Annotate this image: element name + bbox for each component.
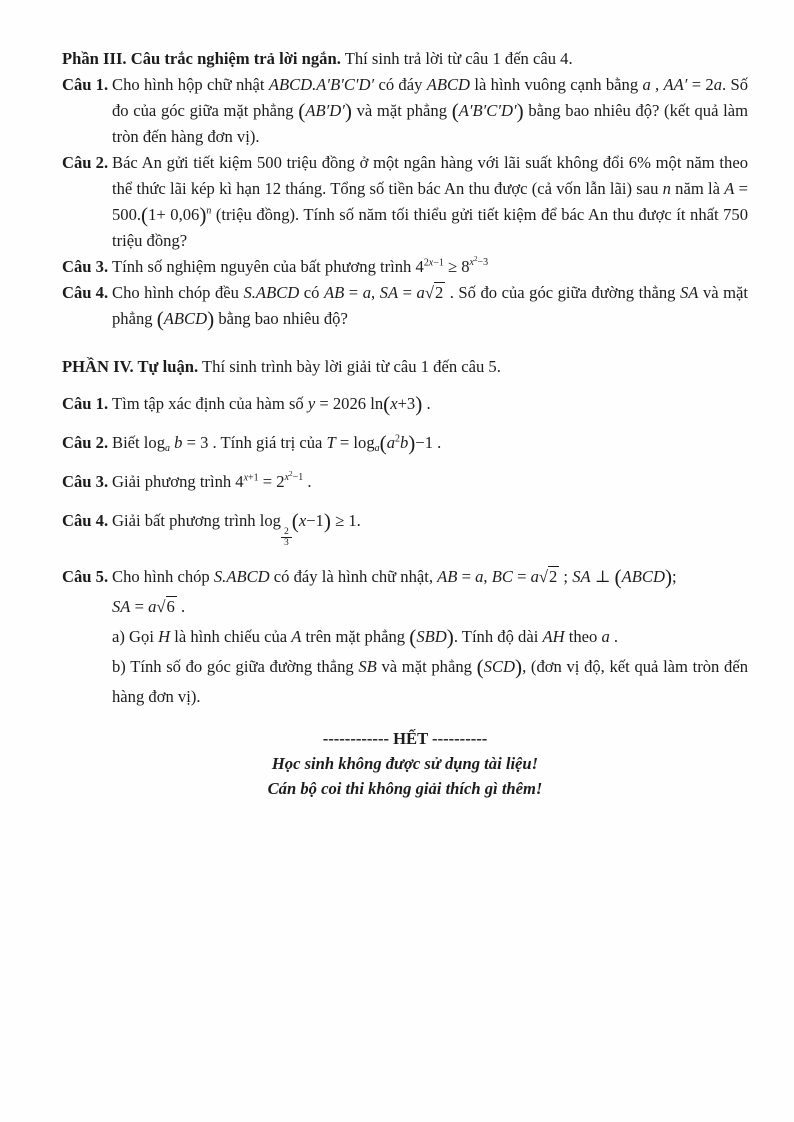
part4-heading-instruction: Thí sinh trình bày lời giải từ câu 1 đến câu 5. [198,357,501,376]
math-run: b [399,433,409,452]
text-run: . Tính độ dài [453,627,543,647]
question-label: Câu 2. [62,433,109,452]
math-run: BC [491,567,513,587]
text-run: bằng bao nhiêu độ? [214,309,348,328]
question-text [112,153,748,250]
question-label: Câu 4. [62,283,109,302]
part4-question-1 [62,389,748,419]
text-run: = 3 . Tính giá trị của [182,433,327,452]
paren-glyph: ) [516,98,524,123]
paren-glyph: ( [383,391,391,416]
text-run: 2 [473,255,478,264]
question-part-b [112,652,748,712]
math-run: SBD [416,627,447,647]
text-run: a) Gọi [112,627,159,647]
fraction-denominator: 3 [281,537,292,548]
text-run: ≥ 1. [330,511,361,530]
text-run: 2 [423,257,429,269]
superscript [424,257,444,268]
math-run: a [374,442,380,454]
part4-question-2 [62,428,748,458]
text-run: . [422,394,431,413]
math-run: x [428,257,434,269]
question-label: Câu 5. [62,567,109,587]
part3-section [62,46,748,332]
text-run: Biết log [112,433,166,452]
math-run: y [307,394,316,413]
paren-glyph: ) [199,202,207,227]
text-run: = [130,597,149,617]
question-label: Câu 4. [62,511,109,530]
math-run: a [148,597,157,617]
text-run: Bác An gửi tiết kiệm 500 triệu đồng ở một ngân hàng với lãi suất không đổi 6% một năm theo thể thức lãi kép kì hạn 12 tháng. Tổng số tiền bác An thu được (cả vốn lẫn lãi) sau [112,153,748,198]
part4-question-5 [62,562,748,712]
math-run: SA [112,597,131,617]
paren-glyph: ) [664,565,673,590]
paren-glyph: ) [207,306,215,331]
question-text [112,257,488,276]
math-run: a [530,567,539,587]
text-run: có đáy là hình chữ nhật, [269,567,438,587]
paren-glyph: ( [141,202,149,227]
math-run: S.ABCD [243,283,300,302]
radical-sign: √ [538,567,548,587]
paren-glyph: ( [451,98,459,123]
text-run: b) Tính số đo góc giữa đường thẳng [112,657,359,677]
sqrt-expression [425,282,445,302]
math-run: a [601,627,610,647]
math-run: SB [358,657,377,677]
math-run: a [165,442,170,454]
text-run: , (đơn vị độ, kết quả làm tròn đến hàng đơn vị). [112,657,748,707]
math-run: A [291,627,302,647]
text-run: ; [672,567,677,587]
text-run: = 500. [112,179,748,224]
part3-heading-title: Phần III. Câu trắc nghiệm trả lời ngắn. [62,49,341,68]
text-run: . [176,597,186,617]
text-run: = [512,567,531,587]
text-run: 2 [394,433,400,445]
text-run: +1 [248,472,259,484]
question-part-a [112,622,748,652]
text-run: . [609,627,619,647]
part4-heading [62,354,748,380]
question-text [112,562,748,592]
question-text [112,430,442,455]
part3-question-3 [62,254,748,280]
footer [62,726,748,801]
part3-question-1 [62,72,748,150]
question-label: Câu 3. [62,257,109,276]
text-run: Cho hình hộp chữ nhật [112,75,269,94]
math-run: AH [542,627,565,647]
math-run: a [416,283,425,302]
question-label: Câu 3. [62,472,109,491]
math-run: SA [572,567,591,587]
text-run: năm là [670,179,725,198]
math-run: AA′ [663,75,688,94]
paren-glyph: ( [298,98,306,123]
math-run: H [158,627,171,647]
part4-heading-title: PHẦN IV. Tự luận. [62,357,199,376]
paren-glyph: ( [291,508,299,533]
math-run: a [475,567,484,587]
text-run: là hình vuông cạnh bằng [470,75,643,94]
paren-glyph: ) [323,508,331,533]
text-run: −1 [306,511,324,530]
math-run: SA [680,283,699,302]
text-run: 2 [289,470,293,479]
part3-heading-instruction: Thí sinh trả lời từ câu 1 đến câu 4. [340,49,573,68]
paren-glyph: ) [515,655,523,680]
part3-question-4 [62,280,748,332]
math-run: b [170,433,183,452]
text-run: −1 . [415,433,442,452]
text-run: Giải phương trình 4 [112,472,244,491]
math-run: x [298,511,307,530]
text-run: , [483,567,492,587]
math-run: a [642,75,651,94]
math-run: n [662,179,671,198]
text-run: = 2 [687,75,714,94]
text-run: . Số đo của góc giữa mặt phẳng [112,75,748,120]
question-label: Câu 1. [62,394,109,413]
sqrt-expression [539,566,559,586]
fraction-numerator: 2 [283,526,289,538]
text-run: và mặt phẳng [351,101,452,120]
question-text [112,283,749,331]
paren-glyph: ) [344,98,352,123]
text-run: ⊥ [590,567,615,587]
part4-question-3 [62,467,748,497]
question-text [112,391,431,416]
question-label: Câu 2. [62,153,109,172]
text-run: = log [335,433,375,452]
math-run: SA [379,283,399,302]
superscript [470,257,489,268]
text-run: −3 [477,257,489,269]
text-run: −1 [433,257,444,269]
math-run: AB [323,283,345,302]
question-text [112,472,311,491]
text-run: = [457,567,476,587]
paren-glyph: ) [415,391,423,416]
text-run: . [303,472,312,491]
text-run: Cho hình chóp [112,567,214,587]
text-run: Cho hình chóp đều [112,283,244,302]
text-run: và mặt phẳng [112,283,749,328]
question-given-line [112,592,748,622]
math-run: ABCD.A′B′C′D′ [268,75,375,94]
text-run: có đáy [374,75,427,94]
text-run: −1 [292,472,304,484]
radicand: 6 [166,597,175,617]
text-run: Tính số nghiệm nguyên của bất phương trình 4 [112,257,424,276]
text-run: +3 [397,394,416,413]
paren-glyph: ( [156,306,164,331]
math-run: T [326,433,336,452]
text-run: ≥ 8 [443,257,470,276]
part3-question-2 [62,150,748,254]
paren-glyph: ( [379,430,387,455]
superscript [285,472,304,483]
math-run: S.ABCD [213,567,270,587]
text-run: . Số đo của góc giữa đường thẳng [445,283,680,302]
math-run: x [469,257,474,269]
paren-glyph: ( [614,565,622,590]
text-run: = [398,283,417,302]
text-run: (triệu đồng). Tính số năm tối thiểu gửi tiết kiệm để bác An thu được ít nhất 750 triệu đồng? [112,205,748,250]
math-run: n [206,205,212,217]
note-no-materials: Học sinh không được sử dụng tài liệu! [271,754,539,774]
radical-sign: √ [424,283,434,302]
math-run: x [243,472,249,484]
text-run: Giải bất phương trình log [112,511,281,530]
text-run: theo [564,627,602,647]
fraction [281,527,292,548]
text-run: = 2026 ln [315,394,384,413]
math-run: AB′D′ [305,101,345,120]
text-run: và mặt phẳng [376,657,477,677]
math-run: ABCD [621,567,665,587]
paren-glyph: ) [446,625,454,650]
text-run: = 2 [258,472,285,491]
text-run: có [299,283,324,302]
part3-heading [62,46,748,72]
note-no-explanation: Cán bộ coi thi không giải thích gì thêm! [267,779,543,799]
text-run: là hình chiếu của [170,627,292,647]
radical-sign: √ [156,597,166,617]
part4-section [62,354,748,712]
math-run: a [713,75,723,94]
text-run: trên mặt phẳng [301,627,410,647]
math-run: SCD [483,657,516,677]
math-run: ABCD [426,75,471,94]
superscript [244,472,259,483]
text-run: ; [559,567,573,587]
paren-glyph: ( [409,625,417,650]
radicand: 2 [434,283,444,302]
question-label: Câu 1. [62,75,109,94]
text-run: Tìm tập xác định của hàm số [112,394,308,413]
radicand: 2 [548,567,558,587]
math-run: a [362,283,371,302]
math-run: x [284,472,289,484]
text-run: , [370,283,380,302]
text-run: = [344,283,363,302]
paren-glyph: ( [476,655,484,680]
math-run: x [390,394,398,413]
end-marker: ------------ HẾT ---------- [322,729,488,749]
text-run: bằng bao nhiêu độ? (kết quả làm tròn đến hàng đơn vị). [112,101,749,146]
sqrt-expression [156,596,176,616]
math-run: a [386,433,395,452]
part4-question-4 [62,506,748,548]
question-text [112,75,748,146]
math-run: A′B′C′D′ [458,101,517,120]
text-run: 1+ 0,06 [148,205,200,224]
paren-glyph: ) [408,430,416,455]
math-run: ABCD [163,309,208,328]
math-run: AB [437,567,458,587]
math-run: A [724,179,735,198]
question-text [112,508,361,549]
text-run: , [650,75,664,94]
